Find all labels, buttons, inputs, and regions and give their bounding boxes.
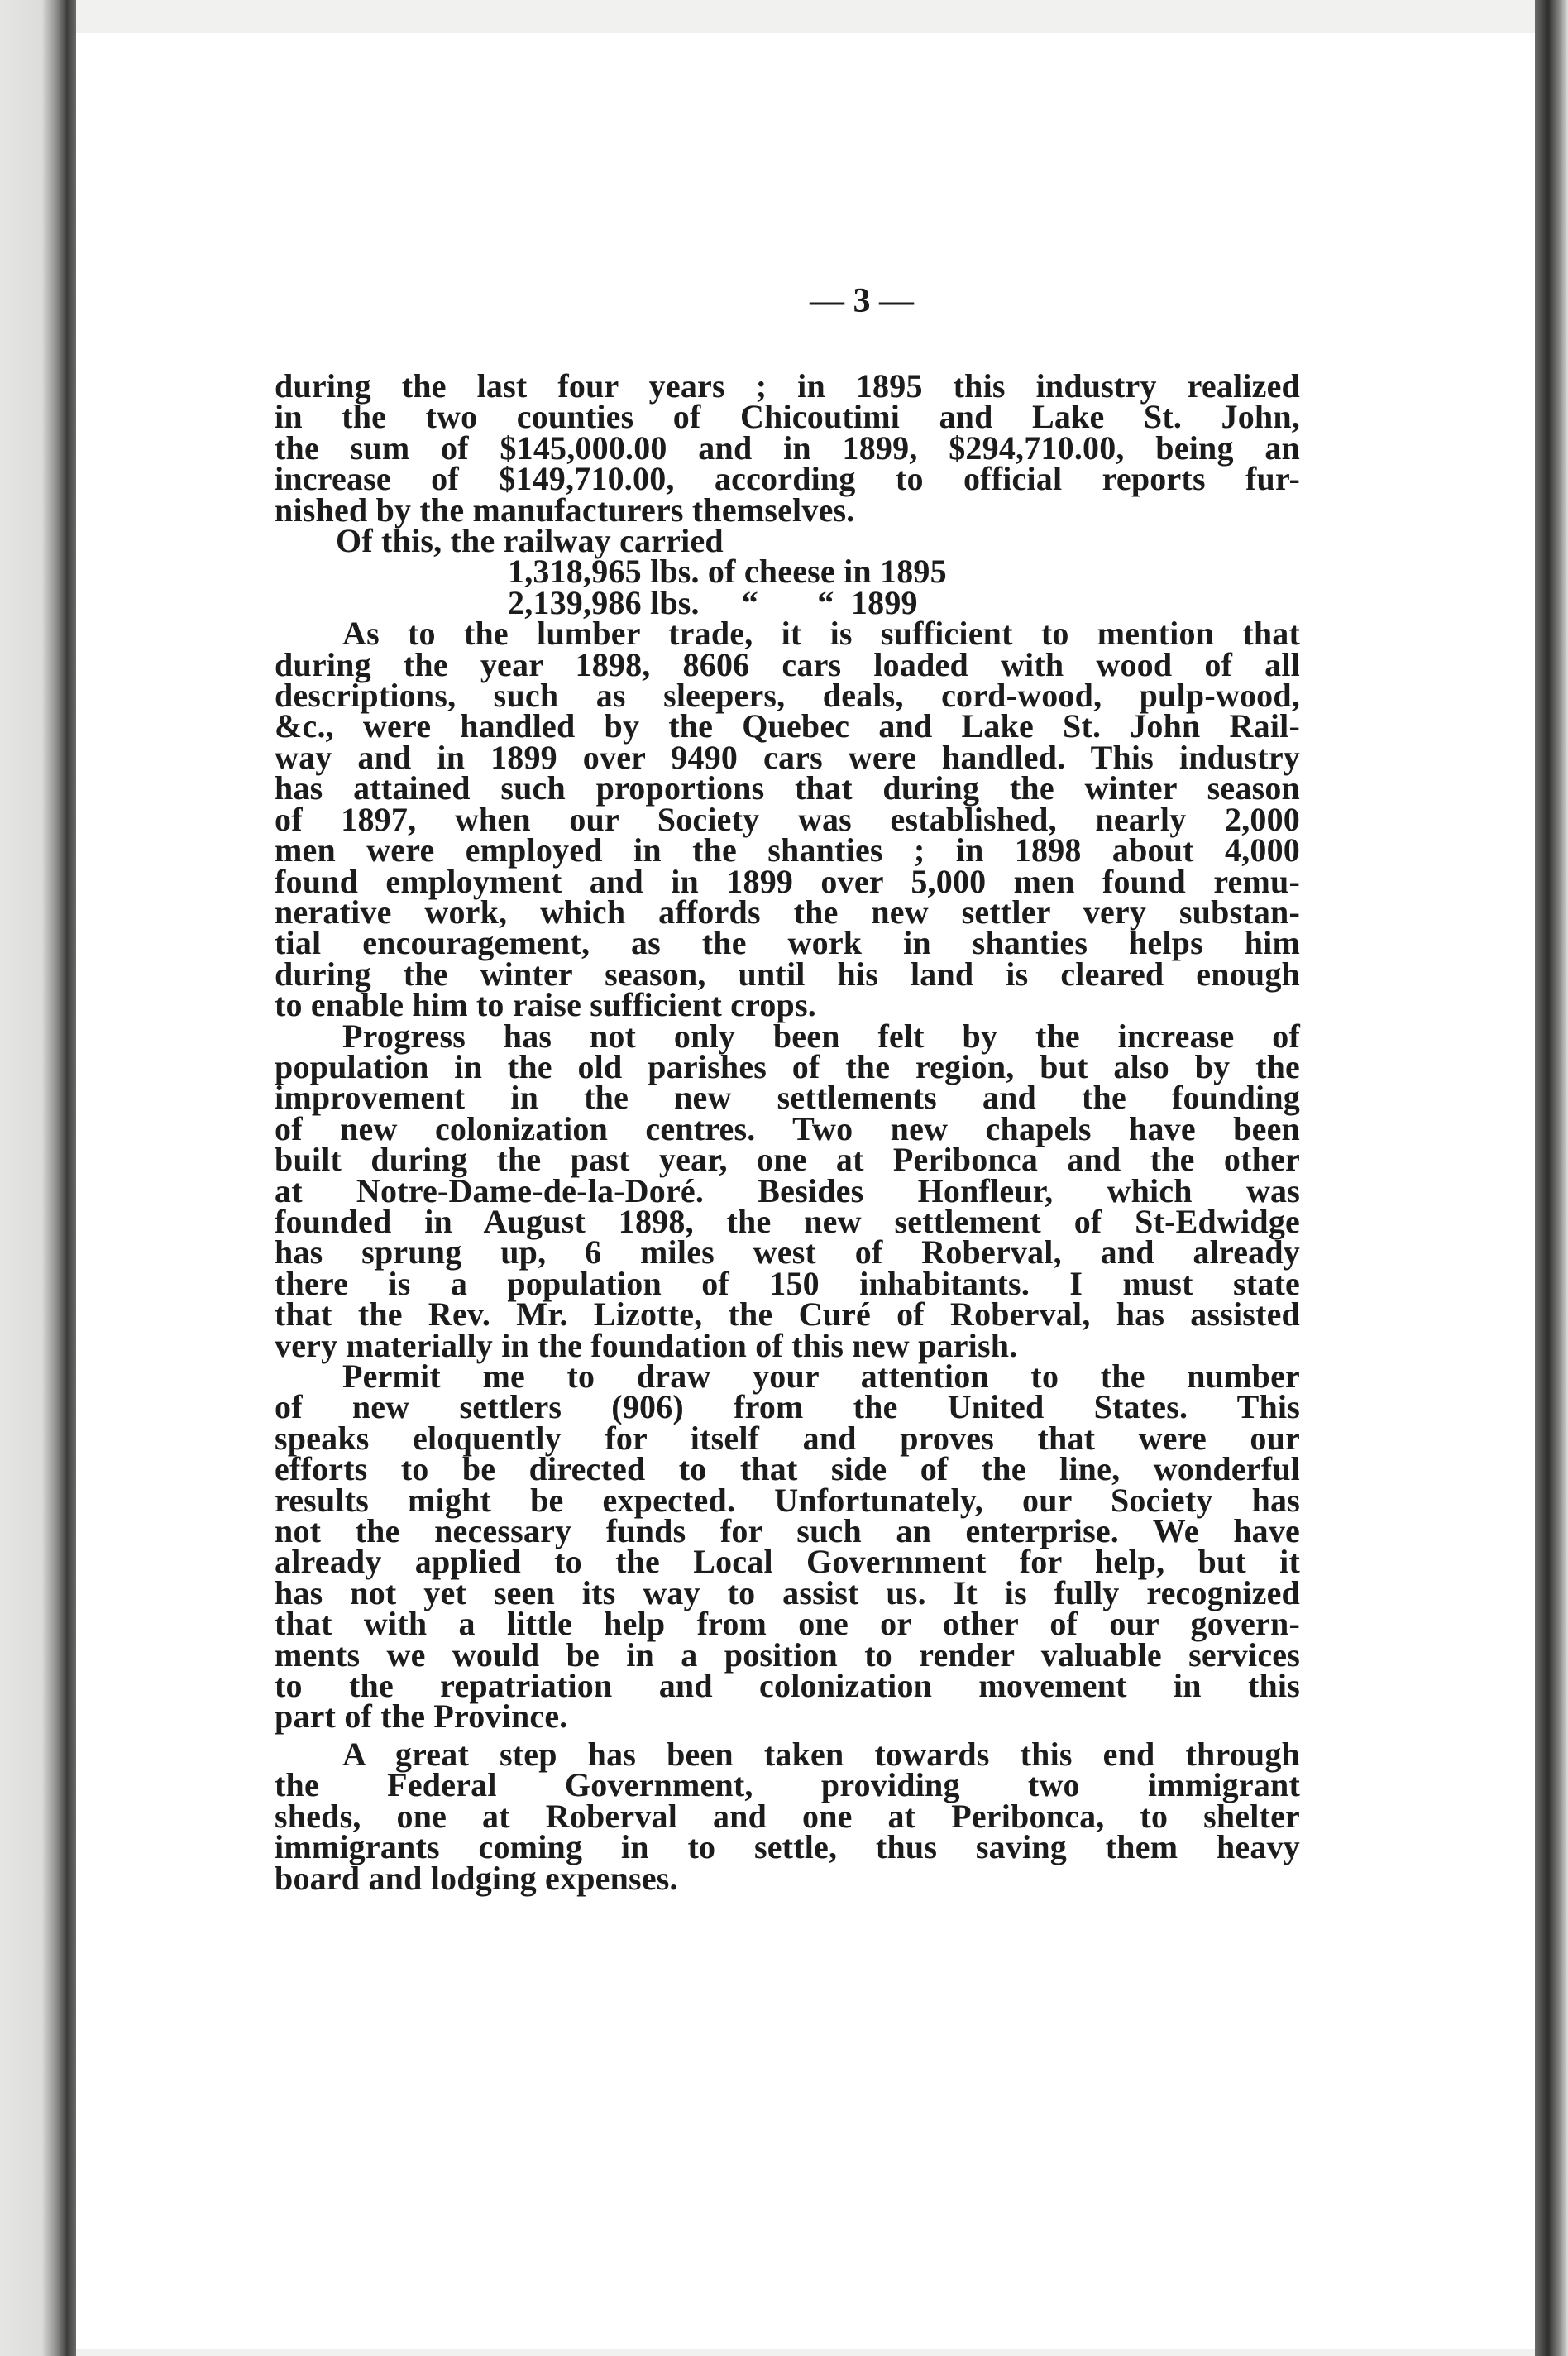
text-line: increase of $149,710.00, according to official reports fur- — [275, 460, 1300, 498]
text-line: As to the lumber trade, it is sufficient to mention that — [342, 615, 1300, 653]
text-line: of new colonization centres. Two new chapels have been — [275, 1109, 1300, 1147]
text-line: very materially in the foundation of this new parish. — [275, 1326, 1018, 1364]
text-line: immigrants coming in to settle, thus saving them heavy — [275, 1828, 1300, 1866]
text-line: part of the Province. — [275, 1698, 568, 1736]
text-line: descriptions, such as sleepers, deals, cord-wood, pulp-wood, — [275, 677, 1300, 715]
text-line: nerative work, which affords the new settler very substan- — [275, 893, 1300, 931]
text-line: that with a little help from one or other of our govern- — [275, 1605, 1300, 1643]
stat-line: 1,318,965 lbs. of cheese in 1895 — [508, 553, 947, 591]
text-line: men were employed in the shanties ; in 1898 about 4,000 — [275, 831, 1300, 869]
text-line: not the necessary funds for such an enterprise. We have — [275, 1512, 1300, 1550]
text-line: during the winter season, until his land is cleared enough — [275, 955, 1300, 993]
paragraph — [275, 522, 1300, 560]
text-line: Progress has not only been felt by the increase of — [342, 1017, 1300, 1055]
text-line: A great step has been taken towards this end through — [342, 1735, 1300, 1773]
text-line: of new settlers (906) from the United States. This — [275, 1388, 1300, 1426]
text-line: speaks eloquently for itself and proves that were our — [275, 1419, 1300, 1457]
text-line: during the last four years ; in 1895 this industry realized — [275, 367, 1300, 405]
paragraph — [275, 1017, 1300, 1364]
text-line: at Notre-Dame-de-la-Doré. Besides Honfleur, which was — [275, 1171, 1300, 1209]
paragraph — [275, 367, 1300, 529]
text-line: to enable him to raise sufficient crops. — [275, 986, 816, 1024]
text-line: already applied to the Local Government for help, but it — [275, 1543, 1300, 1581]
text-line: Of this, the railway carried — [336, 522, 724, 560]
text-line: to the repatriation and colonization movement in this — [275, 1667, 1300, 1705]
body-text — [275, 367, 1300, 1897]
text-line: &c., were handled by the Quebec and Lake St. John Rail- — [275, 707, 1300, 745]
page-number: — 3 — — [810, 282, 914, 320]
right-page-edge — [1535, 0, 1568, 2356]
text-line: nished by the manufacturers themselves. — [275, 491, 855, 529]
paragraph — [275, 1735, 1300, 1897]
text-line: built during the past year, one at Peribonca and the other — [275, 1141, 1300, 1179]
text-line: the sum of $145,000.00 and in 1899, $294,710.00, being an — [275, 429, 1300, 467]
text-line: ments we would be in a position to render valuable services — [275, 1635, 1300, 1674]
text-line: found employment and in 1899 over 5,000 men found remu- — [275, 862, 1300, 900]
text-line: efforts to be directed to that side of the line, wonderful — [275, 1450, 1300, 1488]
text-line: that the Rev. Mr. Lizotte, the Curé of Roberval, has assisted — [275, 1295, 1300, 1334]
text-line: during the year 1898, 8606 cars loaded with wood of all — [275, 645, 1300, 683]
text-line: has sprung up, 6 miles west of Roberval, and already — [275, 1233, 1300, 1271]
text-line: the Federal Government, providing two immigrant — [275, 1766, 1300, 1804]
text-line: population in the old parishes of the region, but also by the — [275, 1047, 1300, 1085]
paragraph — [275, 1358, 1300, 1736]
text-line: improvement in the new settlements and the founding — [275, 1079, 1300, 1117]
text-line: board and lodging expenses. — [275, 1859, 678, 1897]
text-line: tial encouragement, as the work in shanties helps him — [275, 924, 1300, 962]
text-line: has not yet seen its way to assist us. It is fully recognized — [275, 1573, 1300, 1611]
text-line: in the two counties of Chicoutimi and Lake St. John, — [275, 398, 1300, 436]
text-line: Permit me to draw your attention to the number — [342, 1358, 1300, 1395]
text-line: of 1897, when our Society was established, nearly 2,000 — [275, 800, 1300, 838]
text-line: founded in August 1898, the new settlement of St-Edwidge — [275, 1202, 1300, 1240]
stat-line: 2,139,986 lbs. “ “ 1899 — [508, 583, 918, 621]
text-line: way and in 1899 over 9490 cars were handled. This industry — [275, 738, 1300, 776]
text-line: sheds, one at Roberval and one at Peribonca, to shelter — [275, 1797, 1300, 1835]
text-line: results might be expected. Unfortunately, our Society has — [275, 1481, 1300, 1519]
paper-sheet — [76, 33, 1535, 2349]
text-line: there is a population of 150 inhabitants. I must state — [275, 1264, 1300, 1302]
left-binding-edge — [0, 0, 76, 2356]
paragraph — [275, 615, 1300, 1024]
cheese-statistics — [275, 553, 1300, 621]
text-line: has attained such proportions that during the winter season — [275, 769, 1300, 807]
